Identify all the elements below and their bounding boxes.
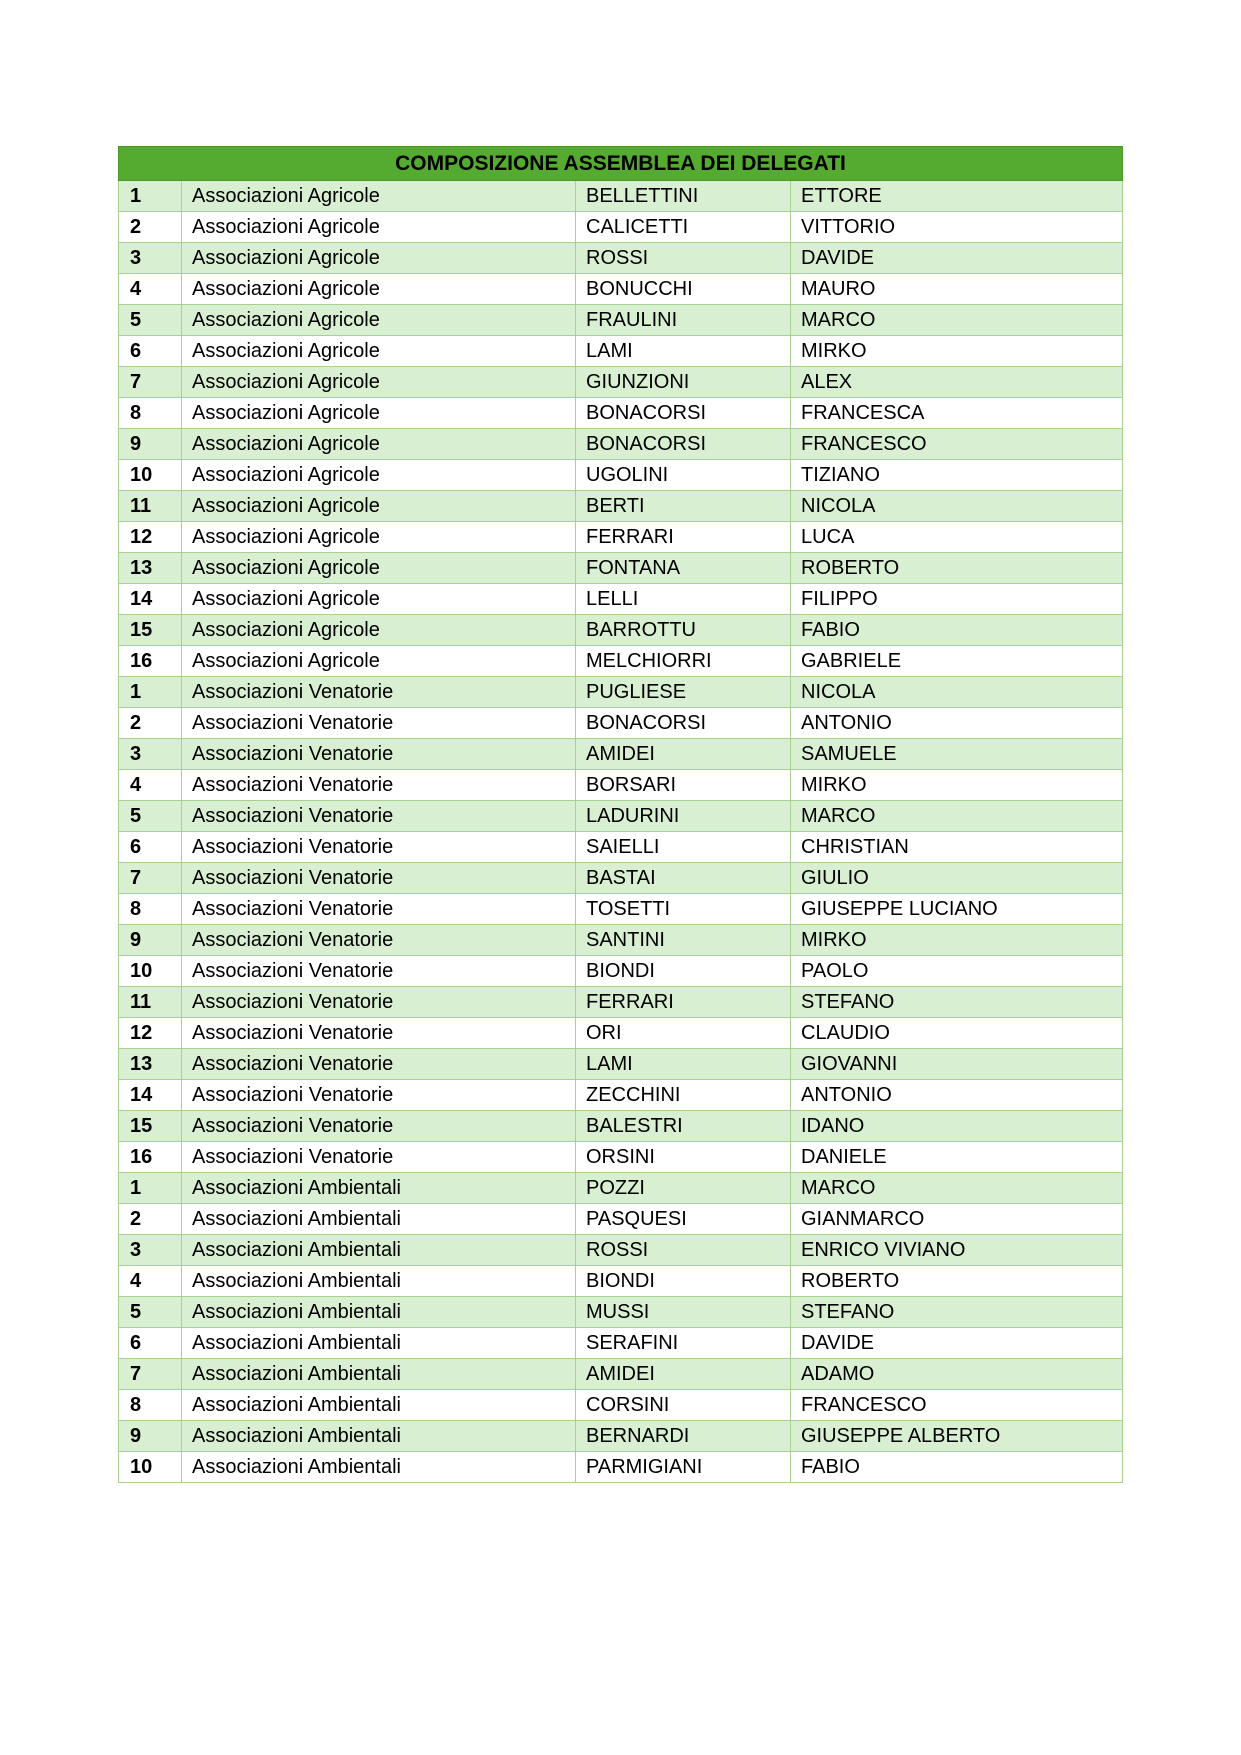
row-number: 8 [119,398,182,429]
row-surname: LAMI [576,336,791,367]
row-name: FRANCESCO [791,429,1123,460]
row-group: Associazioni Agricole [182,243,576,274]
row-surname: SANTINI [576,925,791,956]
delegates-table [118,146,1123,1483]
row-surname: BONACORSI [576,708,791,739]
table-row [119,708,1123,739]
row-name: ROBERTO [791,553,1123,584]
row-surname: POZZI [576,1173,791,1204]
row-group: Associazioni Agricole [182,553,576,584]
table-row [119,460,1123,491]
table-row [119,1111,1123,1142]
table-row [119,677,1123,708]
row-group: Associazioni Venatorie [182,1080,576,1111]
row-group: Associazioni Ambientali [182,1390,576,1421]
row-number: 5 [119,305,182,336]
row-surname: PUGLIESE [576,677,791,708]
row-surname: AMIDEI [576,1359,791,1390]
row-number: 1 [119,181,182,212]
row-surname: ORI [576,1018,791,1049]
row-name: DANIELE [791,1142,1123,1173]
row-name: ADAMO [791,1359,1123,1390]
row-number: 3 [119,1235,182,1266]
table-row [119,1235,1123,1266]
row-number: 11 [119,987,182,1018]
row-group: Associazioni Ambientali [182,1173,576,1204]
row-surname: LELLI [576,584,791,615]
row-group: Associazioni Venatorie [182,863,576,894]
table-row [119,832,1123,863]
row-number: 4 [119,1266,182,1297]
row-number: 16 [119,646,182,677]
row-number: 13 [119,1049,182,1080]
row-group: Associazioni Venatorie [182,925,576,956]
row-number: 10 [119,1452,182,1483]
row-surname: LADURINI [576,801,791,832]
row-name: MIRKO [791,925,1123,956]
row-name: GABRIELE [791,646,1123,677]
row-group: Associazioni Agricole [182,398,576,429]
row-number: 6 [119,832,182,863]
row-number: 10 [119,956,182,987]
row-group: Associazioni Agricole [182,212,576,243]
row-number: 11 [119,491,182,522]
row-number: 10 [119,460,182,491]
table-row [119,1049,1123,1080]
row-surname: ORSINI [576,1142,791,1173]
table-row [119,305,1123,336]
row-name: LUCA [791,522,1123,553]
row-group: Associazioni Agricole [182,181,576,212]
row-surname: BONACORSI [576,398,791,429]
row-number: 3 [119,739,182,770]
row-number: 9 [119,925,182,956]
row-group: Associazioni Agricole [182,584,576,615]
table-row [119,553,1123,584]
row-group: Associazioni Venatorie [182,832,576,863]
table-row [119,1328,1123,1359]
row-group: Associazioni Agricole [182,460,576,491]
row-surname: BORSARI [576,770,791,801]
row-name: FABIO [791,1452,1123,1483]
row-surname: LAMI [576,1049,791,1080]
row-group: Associazioni Venatorie [182,956,576,987]
table-row [119,181,1123,212]
row-number: 4 [119,274,182,305]
row-group: Associazioni Ambientali [182,1421,576,1452]
row-name: PAOLO [791,956,1123,987]
row-name: MARCO [791,1173,1123,1204]
row-group: Associazioni Venatorie [182,1049,576,1080]
row-group: Associazioni Venatorie [182,708,576,739]
table-body [119,181,1123,1483]
row-name: FABIO [791,615,1123,646]
row-group: Associazioni Ambientali [182,1359,576,1390]
row-name: STEFANO [791,987,1123,1018]
row-number: 2 [119,212,182,243]
row-surname: BASTAI [576,863,791,894]
row-number: 8 [119,894,182,925]
row-name: GIUSEPPE ALBERTO [791,1421,1123,1452]
row-group: Associazioni Ambientali [182,1235,576,1266]
row-surname: BELLETTINI [576,181,791,212]
table-title-row [119,147,1123,181]
row-group: Associazioni Venatorie [182,1018,576,1049]
row-surname: UGOLINI [576,460,791,491]
table-row [119,367,1123,398]
row-name: MARCO [791,801,1123,832]
row-name: CHRISTIAN [791,832,1123,863]
row-name: DAVIDE [791,1328,1123,1359]
row-number: 9 [119,1421,182,1452]
table-row [119,1359,1123,1390]
row-group: Associazioni Agricole [182,367,576,398]
row-surname: MUSSI [576,1297,791,1328]
table-row [119,429,1123,460]
row-name: MIRKO [791,770,1123,801]
row-surname: CALICETTI [576,212,791,243]
table-row [119,863,1123,894]
row-surname: CORSINI [576,1390,791,1421]
row-number: 1 [119,677,182,708]
row-name: ROBERTO [791,1266,1123,1297]
table-row [119,274,1123,305]
table-row [119,336,1123,367]
row-name: FRANCESCO [791,1390,1123,1421]
row-name: ANTONIO [791,1080,1123,1111]
row-group: Associazioni Agricole [182,646,576,677]
row-name: GIOVANNI [791,1049,1123,1080]
row-number: 7 [119,1359,182,1390]
table-row [119,925,1123,956]
row-number: 6 [119,1328,182,1359]
row-group: Associazioni Venatorie [182,801,576,832]
table-row [119,1266,1123,1297]
table-row [119,1452,1123,1483]
row-surname: TOSETTI [576,894,791,925]
row-name: IDANO [791,1111,1123,1142]
row-name: GIANMARCO [791,1204,1123,1235]
row-number: 14 [119,1080,182,1111]
table-row [119,1390,1123,1421]
row-name: ENRICO VIVIANO [791,1235,1123,1266]
row-group: Associazioni Ambientali [182,1452,576,1483]
table-row [119,1173,1123,1204]
row-surname: GIUNZIONI [576,367,791,398]
row-name: MIRKO [791,336,1123,367]
row-group: Associazioni Venatorie [182,677,576,708]
row-name: GIULIO [791,863,1123,894]
row-surname: SERAFINI [576,1328,791,1359]
row-name: FRANCESCA [791,398,1123,429]
table-row [119,770,1123,801]
table-row [119,956,1123,987]
table-row [119,615,1123,646]
row-name: ANTONIO [791,708,1123,739]
table-row [119,894,1123,925]
row-name: ALEX [791,367,1123,398]
row-name: TIZIANO [791,460,1123,491]
row-number: 7 [119,863,182,894]
table-row [119,522,1123,553]
row-group: Associazioni Venatorie [182,739,576,770]
table-row [119,584,1123,615]
row-number: 15 [119,615,182,646]
row-name: STEFANO [791,1297,1123,1328]
row-number: 2 [119,1204,182,1235]
row-surname: AMIDEI [576,739,791,770]
row-name: DAVIDE [791,243,1123,274]
row-group: Associazioni Ambientali [182,1297,576,1328]
row-number: 5 [119,801,182,832]
row-group: Associazioni Ambientali [182,1266,576,1297]
row-surname: FERRARI [576,987,791,1018]
row-surname: BERTI [576,491,791,522]
row-name: FILIPPO [791,584,1123,615]
table-row [119,801,1123,832]
row-number: 16 [119,1142,182,1173]
row-surname: MELCHIORRI [576,646,791,677]
row-number: 5 [119,1297,182,1328]
row-group: Associazioni Venatorie [182,987,576,1018]
table-row [119,739,1123,770]
table-row [119,1080,1123,1111]
row-name: ETTORE [791,181,1123,212]
row-surname: FERRARI [576,522,791,553]
row-group: Associazioni Venatorie [182,770,576,801]
row-surname: BERNARDI [576,1421,791,1452]
row-group: Associazioni Agricole [182,429,576,460]
row-surname: BIONDI [576,1266,791,1297]
table-row [119,646,1123,677]
table-row [119,398,1123,429]
row-surname: ZECCHINI [576,1080,791,1111]
row-name: SAMUELE [791,739,1123,770]
row-surname: FRAULINI [576,305,791,336]
row-number: 2 [119,708,182,739]
row-group: Associazioni Venatorie [182,1111,576,1142]
row-surname: ROSSI [576,1235,791,1266]
row-surname: ROSSI [576,243,791,274]
row-name: VITTORIO [791,212,1123,243]
row-name: MARCO [791,305,1123,336]
row-surname: BARROTTU [576,615,791,646]
row-number: 6 [119,336,182,367]
table-row [119,491,1123,522]
row-number: 8 [119,1390,182,1421]
table-row [119,1142,1123,1173]
row-number: 14 [119,584,182,615]
row-surname: BONACORSI [576,429,791,460]
row-group: Associazioni Agricole [182,522,576,553]
row-group: Associazioni Venatorie [182,894,576,925]
row-surname: SAIELLI [576,832,791,863]
table-row [119,243,1123,274]
row-name: NICOLA [791,491,1123,522]
row-number: 12 [119,522,182,553]
table-title: COMPOSIZIONE ASSEMBLEA DEI DELEGATI [119,147,1123,181]
row-group: Associazioni Agricole [182,274,576,305]
row-group: Associazioni Agricole [182,491,576,522]
row-number: 4 [119,770,182,801]
row-number: 13 [119,553,182,584]
row-number: 15 [119,1111,182,1142]
table-row [119,212,1123,243]
row-group: Associazioni Agricole [182,336,576,367]
row-name: GIUSEPPE LUCIANO [791,894,1123,925]
table-row [119,1018,1123,1049]
row-group: Associazioni Ambientali [182,1328,576,1359]
row-surname: BIONDI [576,956,791,987]
row-group: Associazioni Agricole [182,615,576,646]
row-name: CLAUDIO [791,1018,1123,1049]
row-number: 7 [119,367,182,398]
row-group: Associazioni Ambientali [182,1204,576,1235]
row-name: MAURO [791,274,1123,305]
table-row [119,1297,1123,1328]
row-group: Associazioni Venatorie [182,1142,576,1173]
row-number: 9 [119,429,182,460]
row-number: 3 [119,243,182,274]
row-group: Associazioni Agricole [182,305,576,336]
row-surname: BALESTRI [576,1111,791,1142]
table-row [119,987,1123,1018]
row-number: 12 [119,1018,182,1049]
row-number: 1 [119,1173,182,1204]
table-row [119,1421,1123,1452]
table-row [119,1204,1123,1235]
row-surname: PASQUESI [576,1204,791,1235]
row-name: NICOLA [791,677,1123,708]
row-surname: PARMIGIANI [576,1452,791,1483]
row-surname: BONUCCHI [576,274,791,305]
row-surname: FONTANA [576,553,791,584]
